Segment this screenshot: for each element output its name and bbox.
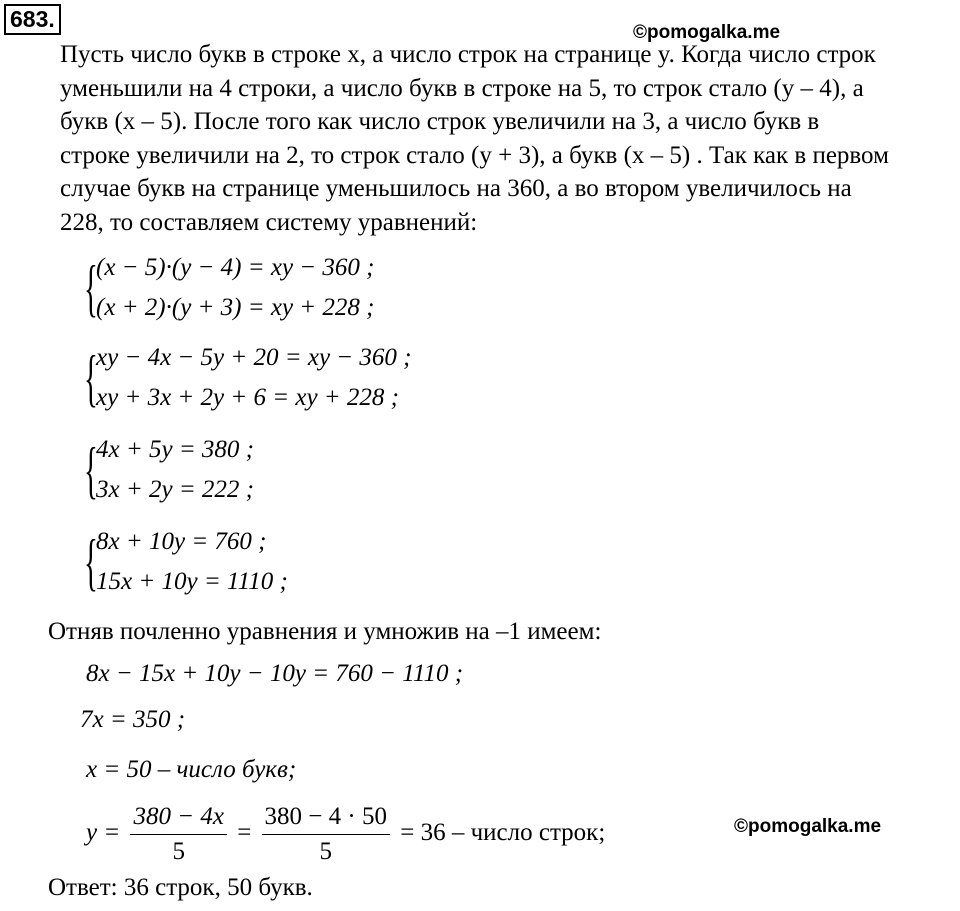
equation-system-3 — [84, 430, 254, 510]
equation: (x − 5)·(y − 4) = xy − 360 ; — [96, 254, 375, 281]
step-equation-1: 8x − 15x + 10y − 10y = 760 − 1110 ; — [86, 660, 464, 687]
problem-number: 683. — [4, 4, 61, 35]
brace-icon: { — [84, 342, 98, 413]
equation: (x + 2)·(y + 3) = xy + 228 ; — [96, 294, 375, 321]
equation-system-4 — [84, 522, 288, 602]
equals-sign: = — [237, 819, 252, 847]
y-result: = 36 – число строк; — [400, 819, 606, 847]
fraction-1 — [130, 800, 226, 869]
problem-statement — [60, 38, 960, 240]
watermark-bottom: ©pomogalka.me — [734, 816, 882, 837]
fraction-denominator: 5 — [172, 838, 185, 865]
y-lhs: y = — [86, 819, 121, 847]
equation: 3x + 2y = 222 ; — [96, 476, 255, 503]
intro-line: букв (x – 5). После того как число строк увеличили на 3, а число букв в — [60, 108, 820, 136]
equation: xy − 4x − 5y + 20 = xy − 360 ; — [96, 344, 412, 371]
brace-icon: { — [84, 252, 98, 323]
intro-line: Пусть число букв в строке x, а число строк на странице y. Когда число строк — [60, 41, 876, 68]
equation: 4x + 5y = 380 ; — [96, 436, 255, 463]
y-expression — [86, 800, 605, 869]
equation: 8x + 10y = 760 ; — [96, 528, 267, 555]
fraction-numerator: 380 − 4 · 50 — [262, 800, 390, 835]
fraction-numerator: 380 − 4x — [130, 800, 226, 835]
brace-icon: { — [84, 526, 98, 597]
brace-icon: { — [84, 434, 98, 505]
step-equation-2: 7x = 350 ; — [80, 706, 186, 733]
step-equation-3: x = 50 – число букв; — [86, 756, 297, 783]
intro-line: строке увеличили на 2, то строк стало (y + 3), а букв (x – 5) . Так как в первом — [60, 141, 889, 169]
watermark-top: ©pomogalka.me — [633, 22, 781, 43]
equation: 15x + 10y = 1110 ; — [96, 568, 288, 595]
intro-line: 228, то составляем систему уравнений: — [60, 208, 478, 236]
fraction-denominator: 5 — [319, 838, 333, 865]
equation-system-1 — [84, 248, 375, 328]
subtract-text: Отняв почленно уравнения и умножив на –1 имеем: — [48, 618, 602, 645]
equation-system-2 — [84, 338, 412, 418]
equation: xy + 3x + 2y + 6 = xy + 228 ; — [96, 384, 400, 411]
answer: Ответ: 36 строк, 50 букв. — [48, 874, 313, 901]
fraction-2 — [262, 800, 390, 869]
intro-line: уменьшили на 4 строки, а число букв в строке на 5, то строк стало (y – 4), а — [60, 74, 864, 102]
intro-line: случае букв на странице уменьшилось на 360, а во втором увеличилось на — [60, 175, 852, 203]
